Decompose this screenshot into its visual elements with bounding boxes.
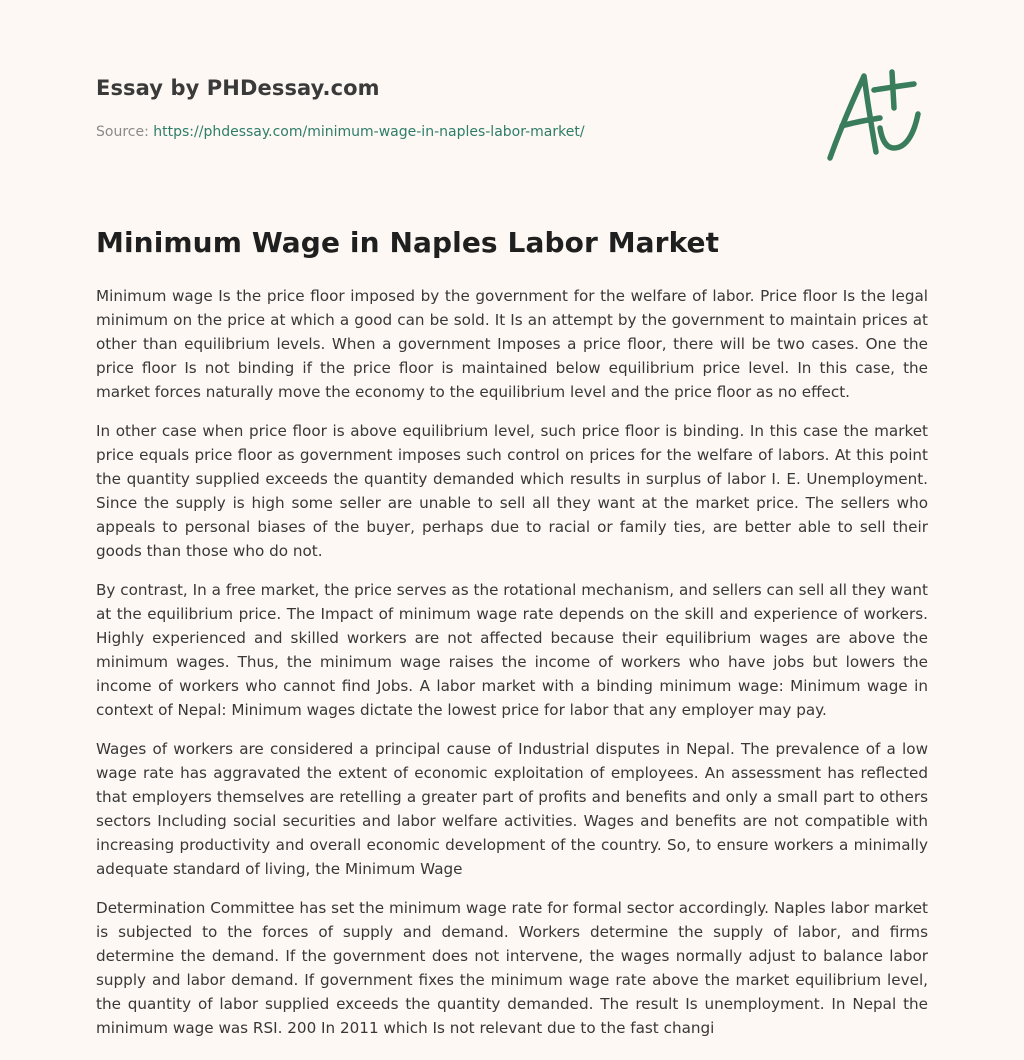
- source-line: [96, 124, 585, 140]
- source-label: Source:: [96, 124, 154, 140]
- essay-paragraph: Determination Committee has set the minimum wage rate for formal sector accordingly. Naples labor market is subjected to the forces of supply and demand. Workers determine the supply of labor, and firms determine the demand. If the government does not intervene, the wages normally adjust to balance labor supply and labor demand. If government fixes the minimum wage rate above the market equilibrium level, the quantity of labor supplied exceeds the quantity demanded. The result Is unemployment. In Nepal the minimum wage was RSI. 200 In 2011 which Is not relevant due to the fast changi: [96, 899, 928, 1037]
- a-plus-grade-icon: [824, 68, 924, 164]
- source-link[interactable]: https://phdessay.com/minimum-wage-in-naples-labor-market/: [153, 124, 585, 140]
- essay-paragraph: In other case when price floor is above equilibrium level, such price floor is binding. In this case the market price equals price floor as government imposes such control on prices for the welfare of labors. At this point the quantity supplied exceeds the quantity demanded which results in surplus of labor I. E. Unemployment. Since the supply is high some seller are unable to sell all they want at the market price. The sellers who appeals to personal biases of the buyer, perhaps due to racial or family ties, are better able to sell their goods than those who do not.: [96, 422, 928, 560]
- essay-paragraph: By contrast, In a free market, the price serves as the rotational mechanism, and sellers can sell all they want at the equilibrium price. The Impact of minimum wage rate depends on the skill and experience of workers. Highly experienced and skilled workers are not affected because their equilibrium wages are above the minimum wages. Thus, the minimum wage raises the income of workers who have jobs but lowers the income of workers who cannot find Jobs. A labor market with a binding minimum wage: Minimum wage in context of Nepal: Minimum wages dictate the lowest price for labor that any employer may pay.: [96, 581, 928, 719]
- essay-page: [96, 0, 928, 1060]
- essay-paragraph: Minimum wage Is the price floor imposed by the government for the welfare of labor. Price floor Is the legal minimum on the price at which a good can be sold. It Is an attempt by the government to maintain prices at other than equilibrium levels. When a government Imposes a price floor, there will be two cases. One the price floor Is not binding if the price floor is maintained below equilibrium price level. In this case, the market forces naturally move the economy to the equilibrium level and the price floor as no effect.: [96, 287, 928, 401]
- essay-paragraph: Wages of workers are considered a principal cause of Industrial disputes in Nepal. The prevalence of a low wage rate has aggravated the extent of economic exploitation of employees. An assessment has reflected that employers themselves are retelling a greater part of profits and benefits and only a small part to others sectors Including social securities and labor welfare activities. Wages and benefits are not compatible with increasing productivity and overall economic development of the country. So, to ensure workers a minimally adequate standard of living, the Minimum Wage: [96, 740, 928, 878]
- site-brand: Essay by PHDessay.com: [96, 76, 380, 100]
- essay-title: Minimum Wage in Naples Labor Market: [96, 226, 720, 259]
- essay-body: [96, 284, 928, 1055]
